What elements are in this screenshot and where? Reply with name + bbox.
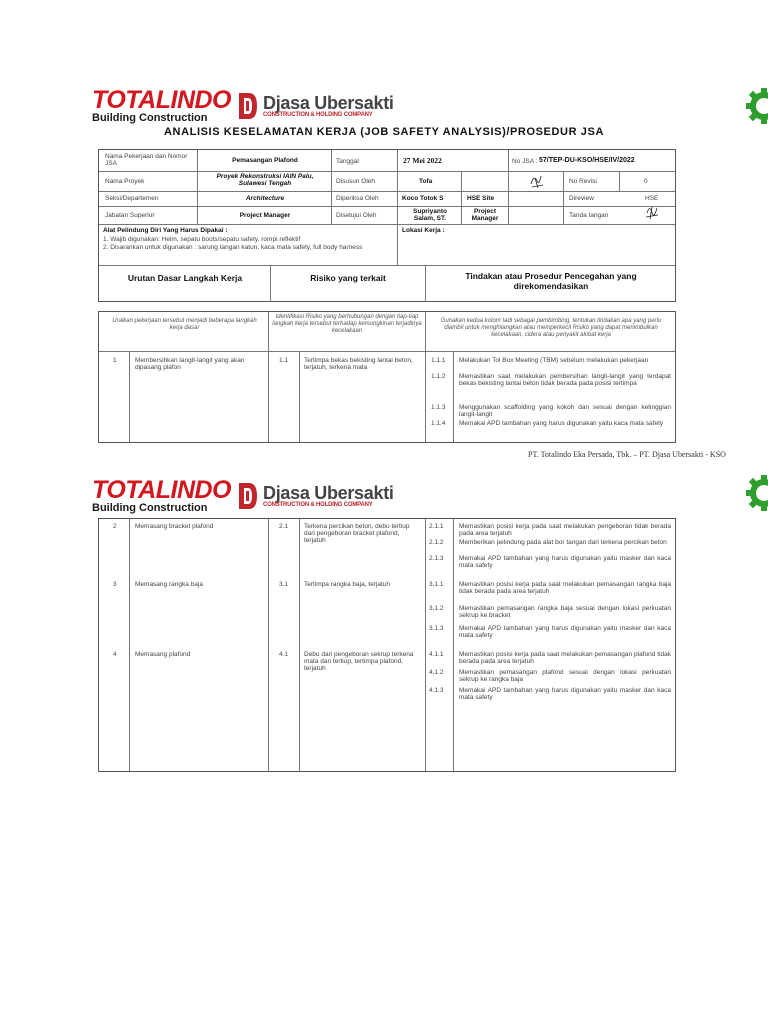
action-number: 4.1.2 (429, 669, 444, 676)
column-header-risiko: Risiko yang terkait (310, 273, 386, 283)
seksi-label: Seksi/Departemen (105, 195, 159, 202)
action-text: Menggunakan scaffolding yang kokoh dan sesuai dengan ketinggian langit-langit (459, 404, 671, 418)
disetujui-role: Project Manager (471, 208, 499, 222)
step-description: Memasang rangka baja (135, 581, 203, 588)
action-text: Melakukan Tol Box Meeting (TBM) sebelum melakukan pekerjaan (459, 357, 649, 364)
djasa-mark-icon (237, 91, 259, 121)
column-header-tindakan: Tindakan atau Prosedur Pencegahan yang direkomendasikan (465, 271, 637, 291)
hint-tindakan: Gunakan kedua kolom tadi sebagai pembimbing, tentukan tindakan apa yang perlu diambil untuk menghilangkan atau memperkecil Risiko yang dapat menimbulkan kecelakaan, cidera atau penyakit akibat kerja (440, 318, 662, 338)
djasa-subtitle: CONSTRUCTION & HOLDING COMPANY (263, 111, 373, 118)
nama-proyek-value: Proyek Rekonstruksi IAIN Palu, Sulawesi Tengah (216, 173, 314, 187)
action-number: 3.1.1 (429, 581, 444, 588)
direview-value: HSE (645, 195, 659, 202)
djasa-wordmark: Djasa Ubersakti (263, 92, 394, 113)
jsa-header-table (98, 149, 676, 302)
apd-item-2: 2. Disarankan untuk digunakan : sarung tangan katun, kaca mata safety, full body harness (103, 244, 363, 251)
document-page-2 (0, 470, 768, 780)
no-revisi-label: No Revisi (569, 178, 597, 185)
company-logos (92, 478, 394, 514)
action-number: 2.1.1 (429, 523, 444, 530)
risk-number: 3.1 (279, 581, 289, 588)
djasa-logo (263, 94, 394, 119)
nama-proyek-label: Nama Proyek (105, 178, 145, 185)
action-text: Memastikan posisi kerja pada saat melakukan pemasangan plafond tidak berada pada area terjatuh (459, 651, 671, 665)
disusun-label: Disusun Oleh (336, 178, 376, 185)
no-jsa-label: No JSA : (512, 158, 538, 165)
risk-number: 4.1 (279, 651, 289, 658)
jsa-steps-table-page-2 (98, 518, 676, 772)
apd-item-1: 1. Wajib digunakan: Helm, sepatu boots/sepatu safety, rompi reflektif (103, 236, 301, 243)
risk-number: 2.1 (279, 523, 289, 530)
djasa-subtitle: CONSTRUCTION & HOLDING COMPANY (263, 501, 373, 508)
risk-number: 1.1 (279, 357, 289, 364)
action-text: Memastikan pemasangan plafond sesuai dengan lokasi perkuatan sekrup ke rangka baja (459, 669, 671, 683)
document-title: ANALISIS KESELAMATAN KERJA (JOB SAFETY ANALYSIS)/PROSEDUR JSA (164, 126, 604, 138)
jabatan-value: Project Manager (239, 212, 291, 219)
diperiksa-name: Koco Totok S (402, 195, 444, 202)
diperiksa-label: Diperiksa Oleh (336, 195, 379, 202)
lokasi-kerja-label: Lokasi Kerja : (402, 227, 445, 234)
no-jsa-value: 57/TEP-DU-KSO/HSE/IV/2022 (539, 157, 635, 164)
totalindo-subtitle: Building Construction (92, 112, 208, 124)
totalindo-wordmark: TOTALINDO (92, 476, 232, 504)
gear-icon (746, 475, 768, 511)
action-text: Memastikan posisi kerja pada saat melakukan pengeboran tidak berada pada area terjatuh (459, 523, 671, 537)
action-text: Memastikan posisi kerja pada saat melakukan pemasangan rangka baja tidak berada pada area terjatuh (459, 581, 671, 595)
disetujui-name: Supriyanto Salam, ST. (413, 208, 447, 222)
tanggal-value: 27 Mei 2022 (403, 156, 442, 165)
nama-pekerjaan-label: Nama Pekerjaan dan Nomor JSA (105, 153, 188, 167)
djasa-mark-icon (237, 481, 259, 511)
column-header-urutan: Urutan Dasar Langkah Kerja (127, 273, 243, 283)
step-number: 4 (113, 651, 117, 658)
document-page-1 (0, 80, 768, 465)
hint-risiko: Identifikasi Risiko yang berhubungan dengan tiap-tiap langkah kerja tersebut terhadap kemungkinan terjadinya kecelakaan (272, 314, 422, 334)
step-number: 3 (113, 581, 117, 588)
action-number: 4.1.3 (429, 687, 444, 694)
risk-description: Tertimpa bekas bekisting lantai beton, terjatuh, terkena mata (304, 357, 413, 371)
totalindo-subtitle: Building Construction (92, 502, 208, 514)
nama-pekerjaan-value: Pemasangan Plafond (232, 157, 298, 164)
gear-icon (746, 88, 768, 124)
action-text: Memakai APD tambahan yang harus digunakan yaitu masker dan kaca mata safety (459, 687, 671, 701)
action-text: Memakai APD tambahan yang harus digunakan yaitu kaca mata safety (459, 420, 664, 427)
disusun-value: Tofa (419, 178, 433, 185)
signature-approver (644, 203, 660, 219)
action-number: 2.1.2 (429, 539, 444, 546)
tanggal-label: Tanggal (336, 158, 359, 165)
jsa-steps-table-page-1 (98, 311, 676, 443)
action-number: 1.1.2 (431, 373, 446, 380)
action-text: Memastikan saat melakukan pembersihan langit-langit yang terdapat bekas bekisting lantai beton tidak berada pada posisi tertimpa (459, 373, 671, 387)
hint-urutan: Uraikan pekerjaan tersebut menjadi beberapa langkah kerja dasar (112, 318, 257, 331)
risk-description: Tertimpa rangka baja, terjatuh (304, 581, 390, 588)
jabatan-label: Jabatan Superior (105, 212, 155, 219)
djasa-wordmark: Djasa Ubersakti (263, 482, 394, 503)
risk-description: Terkena percikan beton, debu tertiup dari pengeboran bracket plafond, terjatuh (304, 523, 410, 544)
step-number: 1 (113, 357, 117, 364)
action-text: Memberikan pelindung pada alat bor tangan dari terkena percikan beton (459, 539, 667, 546)
page-footer: PT. Totalindo Eka Persada, Tbk. – PT. Djasa Ubersakti - KSO (528, 450, 726, 459)
totalindo-logo (92, 88, 231, 124)
djasa-logo (263, 484, 394, 509)
action-number: 2.1.3 (429, 555, 444, 562)
action-text: Memastikan pemasangan rangka baja sesuai dengan lokasi perkuatan sekrup ke bracket (459, 605, 671, 619)
risk-description: Debu dari pengeboran sekrup terkena mata dan tertiup, tertimpa plafond, terjatuh (304, 651, 414, 672)
action-number: 3.1.2 (429, 605, 444, 612)
direview-label: Direview (569, 195, 594, 202)
action-number: 1.1.4 (431, 420, 446, 427)
action-number: 4.1.1 (429, 651, 444, 658)
diperiksa-role: HSE Site (467, 195, 495, 202)
disetujui-label: Disetujui Oleh (336, 212, 377, 219)
totalindo-wordmark: TOTALINDO (92, 86, 232, 114)
company-logos (92, 88, 394, 124)
action-number: 1.1.3 (431, 404, 446, 411)
apd-title: Alat Pelindung Diri Yang Harus Dipakai : (103, 227, 228, 234)
step-number: 2 (113, 523, 117, 530)
tanda-tangan-label: Tanda tangan (569, 212, 609, 219)
step-description: Memasang plafond (135, 651, 191, 658)
action-text: Memakai APD tambahan yang harus digunakan yaitu masker dan kaca mata safety (459, 625, 671, 639)
action-number: 3.1.3 (429, 625, 444, 632)
step-description: Memasang bracket plafond (135, 523, 214, 530)
action-text: Memakai APD tambahan yang harus digunakan yaitu masker dan kaca mata safety (459, 555, 671, 569)
step-description: Membersihkan langit-langit yang akan dipasang plafon (135, 357, 245, 371)
seksi-value: Architecture (245, 195, 285, 202)
no-revisi-value: 0 (644, 178, 648, 185)
signature-disusun (529, 172, 545, 188)
totalindo-logo (92, 478, 231, 514)
action-number: 1.1.1 (431, 357, 446, 364)
